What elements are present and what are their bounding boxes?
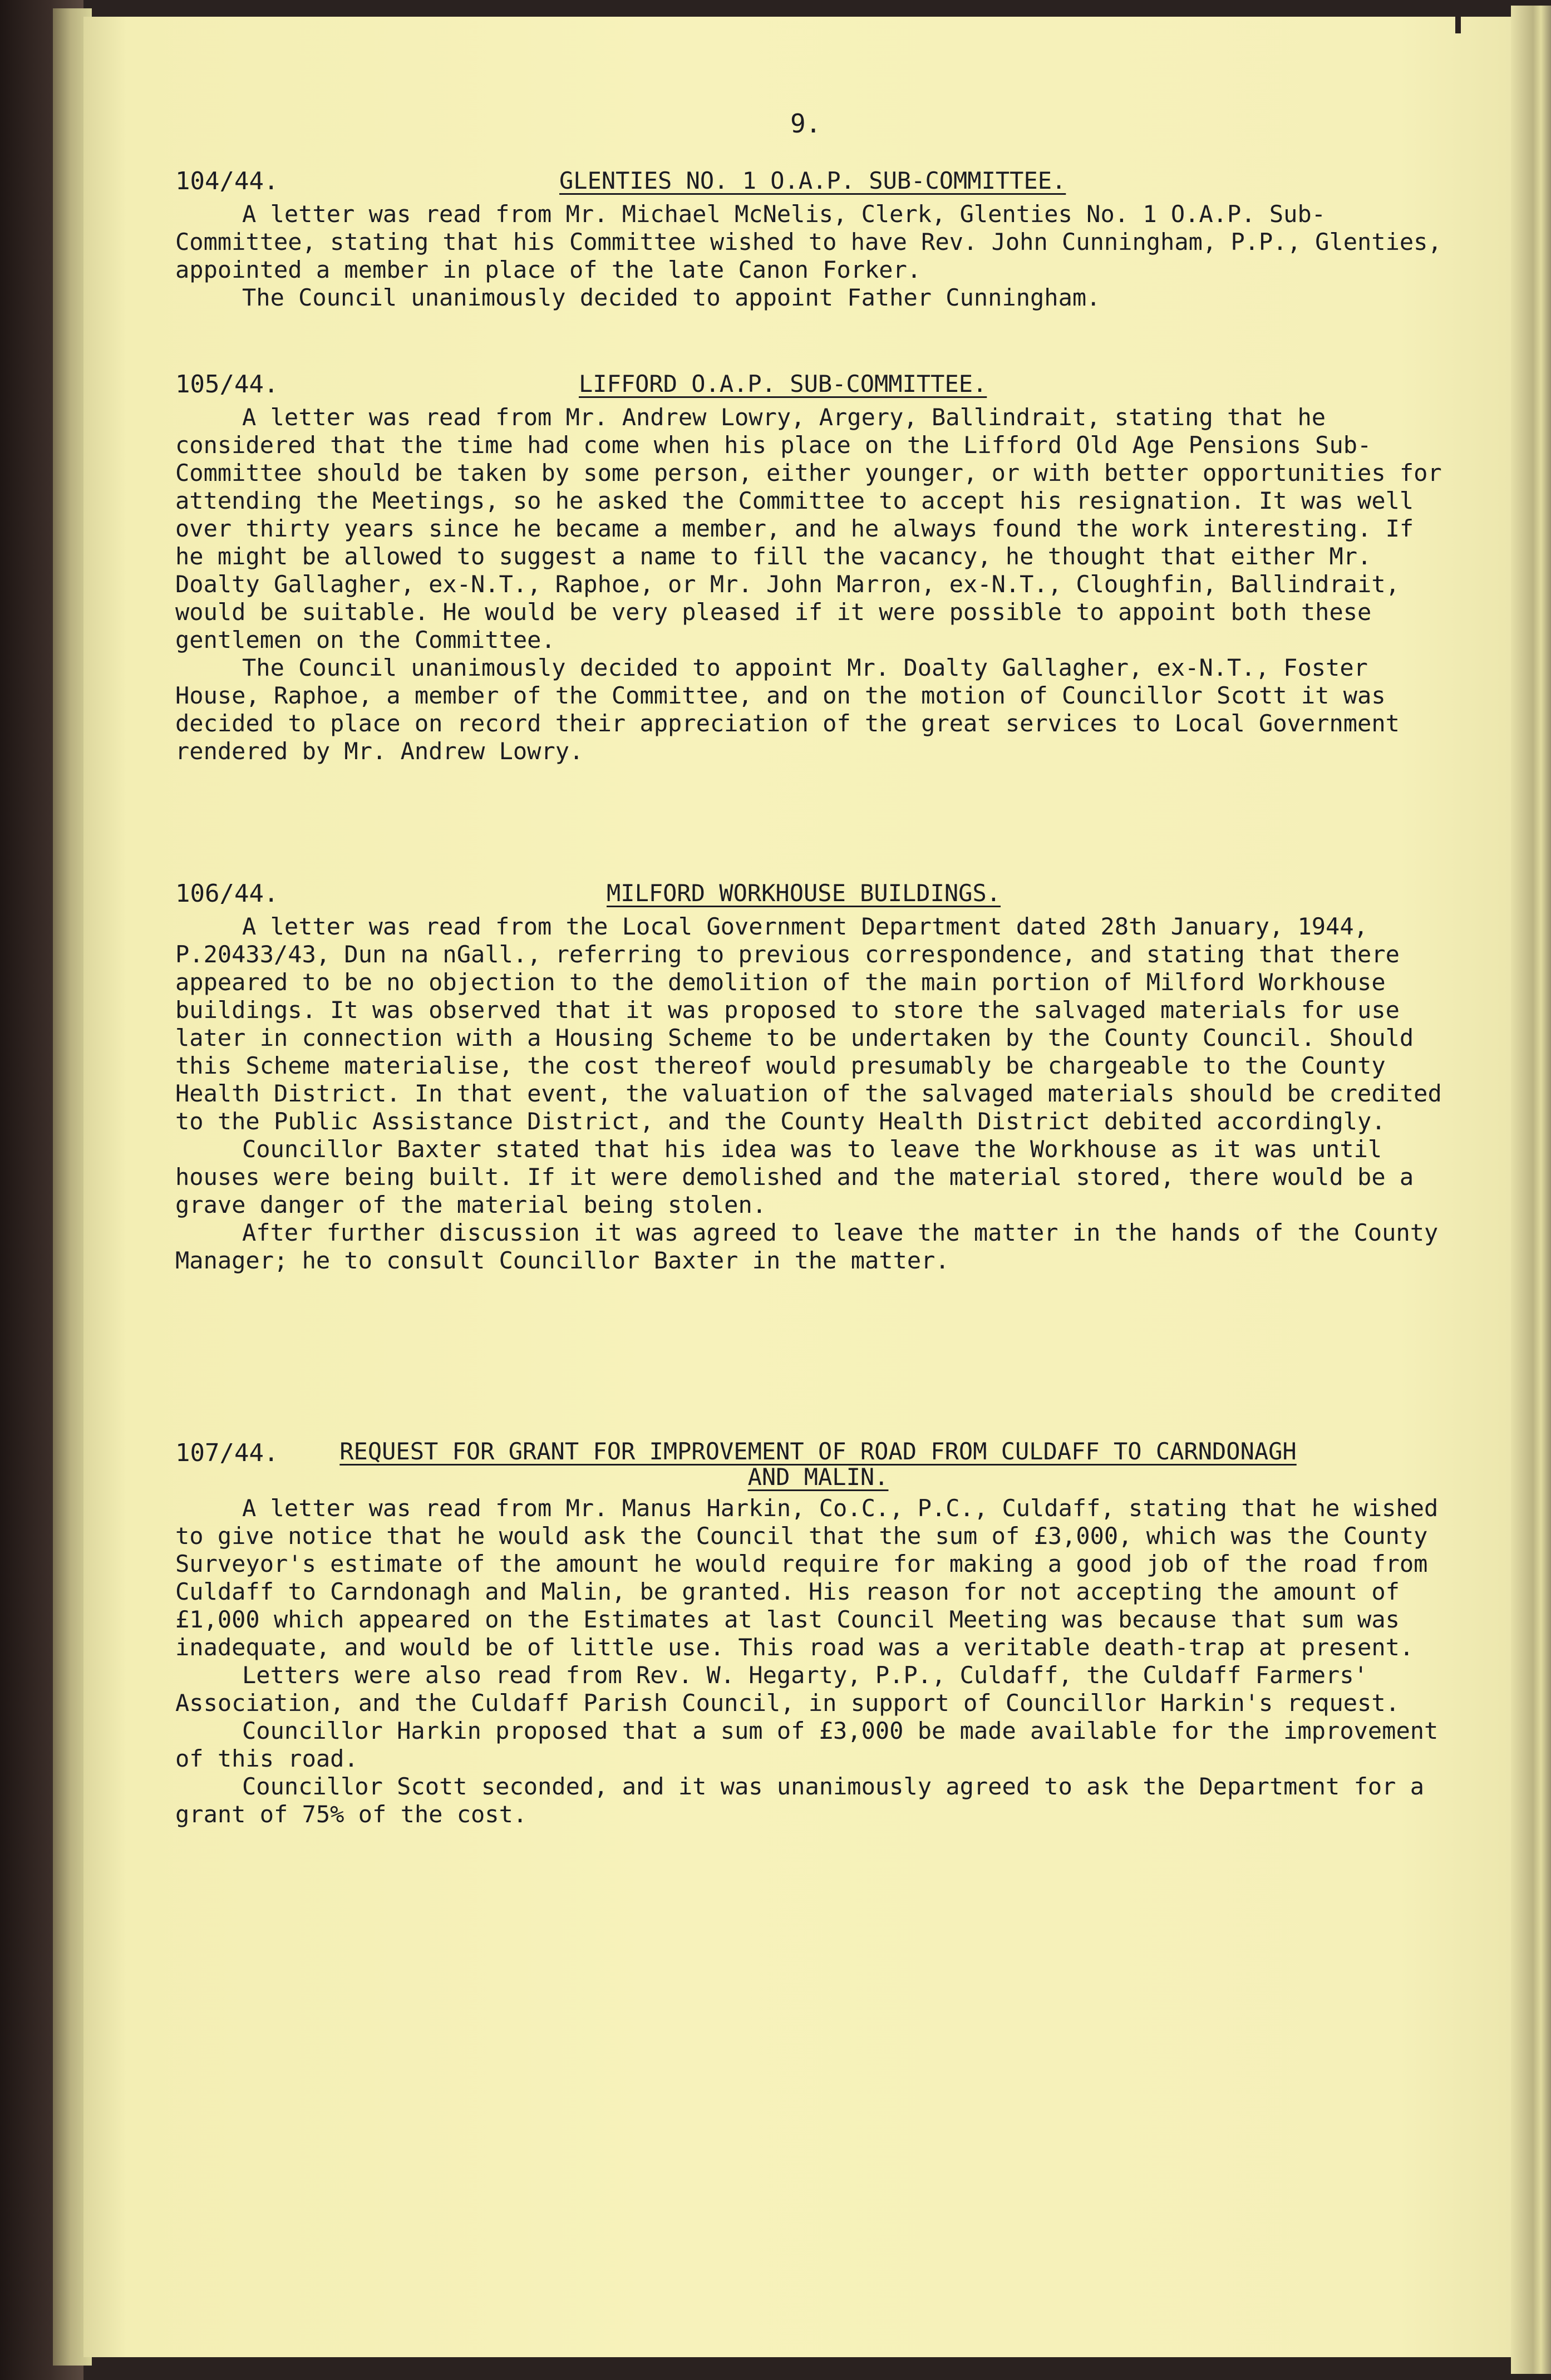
page-number: 9.: [790, 109, 821, 139]
entry-number: 104/44.: [175, 167, 279, 195]
entry-title: MILFORD WORKHOUSE BUILDINGS.: [607, 879, 1001, 907]
entry-paragraph: The Council unanimously decided to appoint Father Cunningham.: [242, 284, 1101, 311]
entry-title: LIFFORD O.A.P. SUB-COMMITTEE.: [579, 370, 987, 397]
entry-title: GLENTIES NO. 1 O.A.P. SUB-COMMITTEE.: [559, 167, 1066, 194]
entry-title: REQUEST FOR GRANT FOR IMPROVEMENT OF ROAD FROM CULDAFF TO CARNDONAGH AND MALIN.: [339, 1438, 1297, 1491]
stacked-page-edges: [1511, 6, 1551, 2374]
entry-number: 105/44.: [175, 370, 279, 399]
entry-paragraph: After further discussion it was agreed to leave the matter in the hands of the County Manager; he to consult Councillor Baxter in the matter.: [175, 1219, 1439, 1274]
minute-entry-105: [175, 370, 1444, 765]
entry-paragraph: Councillor Baxter stated that his idea was to leave the Workhouse as it was until houses were being built. If it were demolished and the material stored, there would be a grave danger of the material being stolen.: [175, 1135, 1414, 1218]
entry-paragraph: Councillor Scott seconded, and it was unanimously agreed to ask the Department for a grant of 75% of the cost.: [175, 1773, 1425, 1828]
entry-paragraph: The Council unanimously decided to appoint Mr. Doalty Gallagher, ex-N.T., Foster House, Raphoe, a member of the Committee, and on the motion of Councillor Scott it was decided to place on record their appreciation of the great services to Local Government rendered by Mr. Andrew Lowry.: [175, 654, 1400, 765]
entry-paragraph: A letter was read from the Local Government Department dated 28th January, 1944, P.20433/43, Dun na nGall., referring to previous correspondence, and stating that there appeared to be no objection to the demolition of the main portion of Milford Workhouse buildings. It was observed that it was proposed to store the salvaged materials for use later in connection with a Housing Scheme to be undertaken by the County Council. Should this Scheme materialise, the cost thereof would presumably be chargeable to the County Health District. In that event, the valuation of the salvaged materials should be credited to the Public Assistance District, and the County Health District debited accordingly.: [175, 913, 1442, 1135]
minute-entry-104: [175, 167, 1444, 312]
entry-heading: [175, 370, 1444, 404]
entry-paragraph: A letter was read from Mr. Andrew Lowry, Argery, Ballindrait, stating that he considered that the time had come when his place on the Lifford Old Age Pensions Sub-Committee should be taken by some person, either younger, or with better opportunities for attending the Meetings, so he asked the Committee to accept his resignation. It was well over thirty years since he became a member, and he always found the work interesting. If he might be allowed to suggest a name to fill the vacancy, he thought that either Mr. Doalty Gallagher, ex-N.T., Raphoe, or Mr. John Marron, ex-N.T., Cloughfin, Ballindrait, would be suitable. He would be very pleased if it were possible to appoint both these gentlemen on the Committee.: [175, 404, 1442, 653]
entry-number: 107/44.: [175, 1439, 279, 1467]
entry-heading: [175, 879, 1444, 913]
minute-entry-107: [175, 1439, 1444, 1828]
entry-heading: [175, 1439, 1444, 1494]
entry-paragraph: A letter was read from Mr. Manus Harkin, Co.C., P.C., Culdaff, stating that he wished to give notice that he would ask the Council that the sum of £3,000, which was the County Surveyor's estimate of the amount he would require for making a good job of the road from Culdaff to Carndonagh and Malin, be granted. His reason for not accepting the amount of £1,000 which appeared on the Estimates at last Council Meeting was because that sum was inadequate, and would be of little use. This road was a veritable death-trap at present.: [175, 1494, 1439, 1661]
entry-heading: [175, 167, 1444, 200]
entry-paragraph: Councillor Harkin proposed that a sum of £3,000 be made available for the improvement of this road.: [175, 1717, 1439, 1772]
entry-number: 106/44.: [175, 879, 279, 908]
minute-entry-106: [175, 879, 1444, 1275]
minutes-document: [83, 17, 1514, 2357]
entry-paragraph: Letters were also read from Rev. W. Hegarty, P.P., Culdaff, the Culdaff Farmers' Association, and the Culdaff Parish Council, in support of Councillor Harkin's request.: [175, 1661, 1400, 1717]
entry-paragraph: A letter was read from Mr. Michael McNelis, Clerk, Glenties No. 1 O.A.P. Sub-Committee, stating that his Committee wished to have Rev. John Cunningham, P.P., Glenties, appointed a member in place of the late Canon Forker.: [175, 200, 1442, 283]
